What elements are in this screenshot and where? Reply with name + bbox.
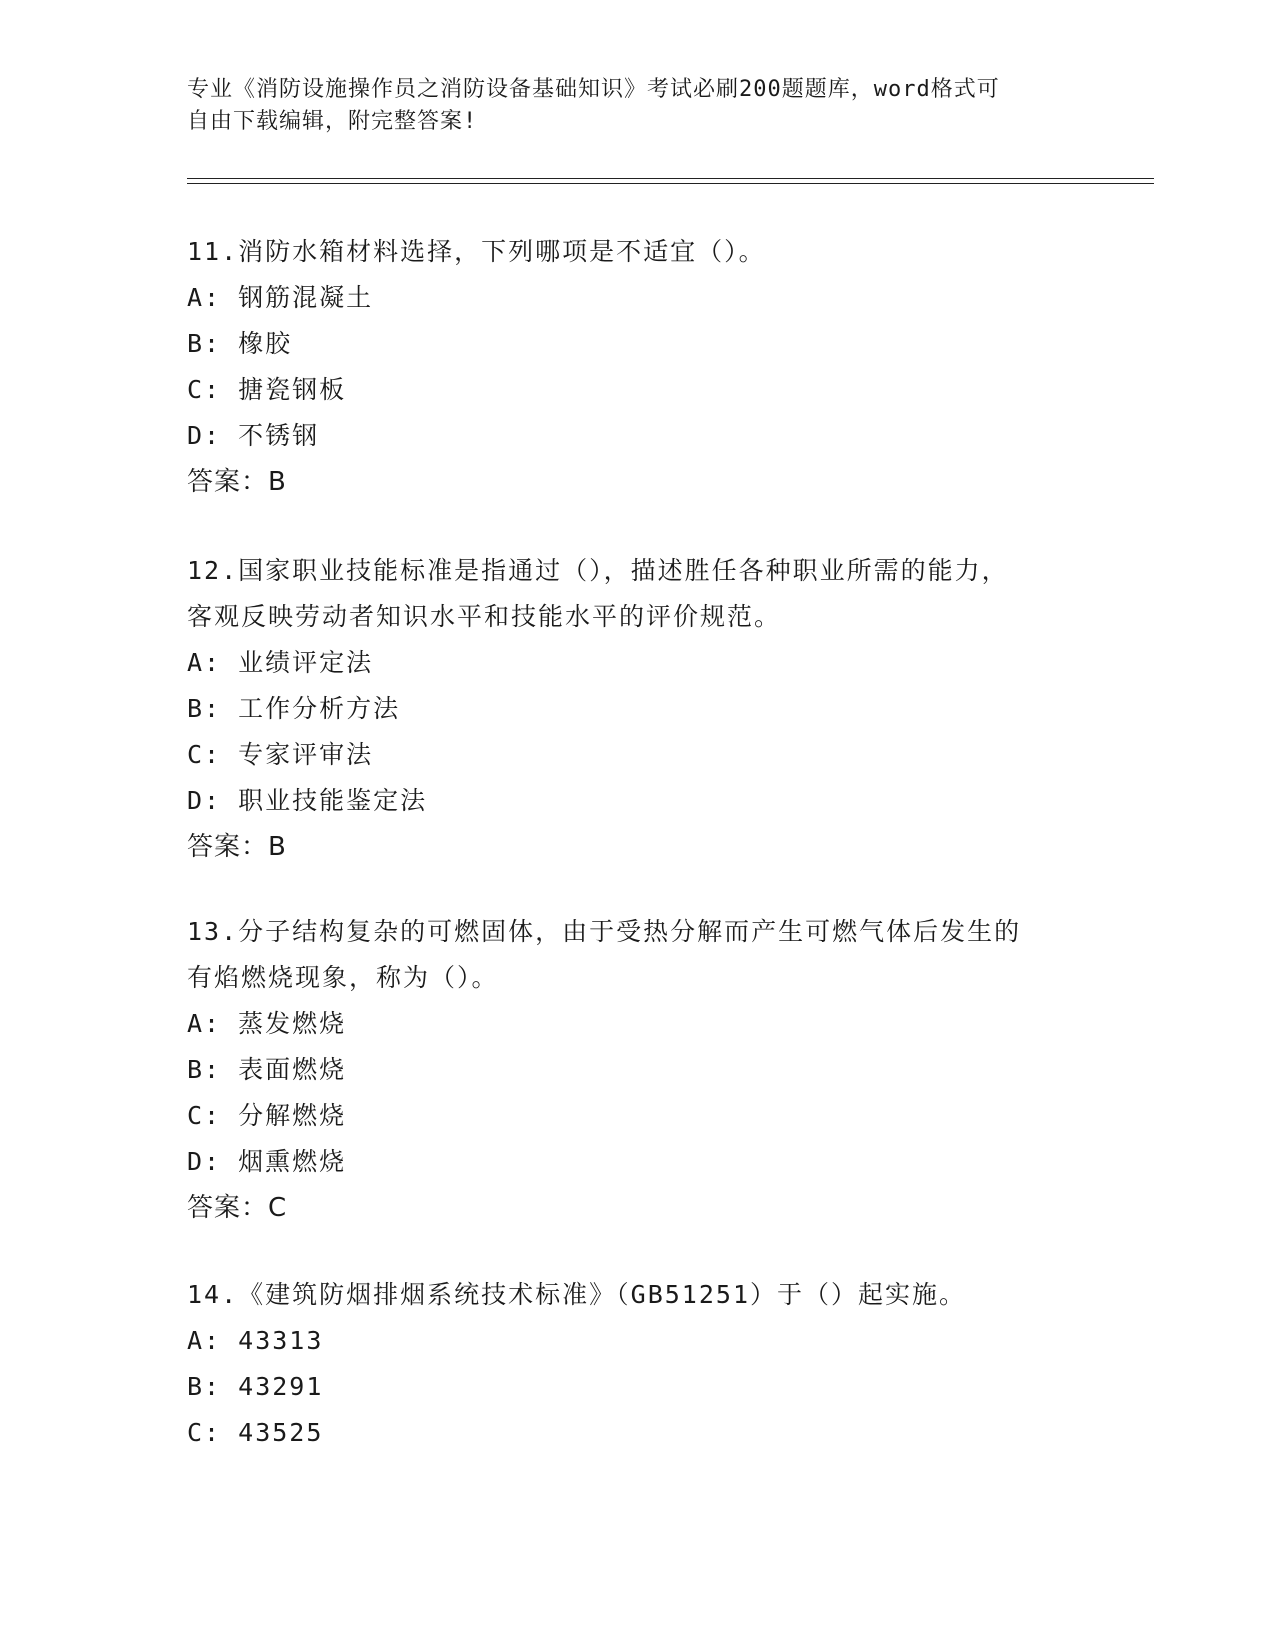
question-stem: 14.《建筑防烟排烟系统技术标准》（GB51251）于（）起实施。 xyxy=(187,1280,967,1309)
answer: 答案：B xyxy=(187,467,287,497)
answer: 答案：C xyxy=(187,1193,288,1223)
option-c: C: 专家评审法 xyxy=(187,740,374,769)
question-11 xyxy=(187,229,1087,505)
option-d: D: 职业技能鉴定法 xyxy=(187,786,428,815)
option-a: A: 蒸发燃烧 xyxy=(187,1009,347,1038)
header-line-2: 自由下载编辑，附完整答案! xyxy=(187,109,478,134)
question-stem-line-1: 13.分子结构复杂的可燃固体，由于受热分解而产生可燃气体后发生的 xyxy=(187,917,1022,946)
option-c: C: 43525 xyxy=(187,1418,324,1447)
option-b: B: 橡胶 xyxy=(187,329,293,358)
question-13 xyxy=(187,909,1087,1231)
question-stem-line-2: 客观反映劳动者知识水平和技能水平的评价规范。 xyxy=(187,602,782,631)
header-divider-bottom xyxy=(187,183,1154,184)
option-c: C: 搪瓷钢板 xyxy=(187,375,347,404)
option-d: D: 烟熏燃烧 xyxy=(187,1147,347,1176)
option-b: B: 表面燃烧 xyxy=(187,1055,347,1084)
option-b: B: 43291 xyxy=(187,1372,324,1401)
header-divider-top xyxy=(187,178,1154,179)
document-header xyxy=(187,74,1087,138)
header-line-1: 专业《消防设施操作员之消防设备基础知识》考试必刷200题题库，word格式可 xyxy=(187,77,1000,102)
question-12 xyxy=(187,548,1087,870)
option-a: A: 业绩评定法 xyxy=(187,648,374,677)
option-c: C: 分解燃烧 xyxy=(187,1101,347,1130)
question-14 xyxy=(187,1272,1087,1456)
option-a: A: 43313 xyxy=(187,1326,324,1355)
option-d: D: 不锈钢 xyxy=(187,421,320,450)
question-stem-line-1: 12.国家职业技能标准是指通过（），描述胜任各种职业所需的能力， xyxy=(187,556,1009,585)
answer: 答案：B xyxy=(187,832,287,862)
question-stem-line-2: 有焰燃烧现象，称为（）。 xyxy=(187,963,499,992)
option-b: B: 工作分析方法 xyxy=(187,694,401,723)
question-stem: 11.消防水箱材料选择，下列哪项是不适宜（）。 xyxy=(187,237,766,266)
option-a: A: 钢筋混凝土 xyxy=(187,283,374,312)
